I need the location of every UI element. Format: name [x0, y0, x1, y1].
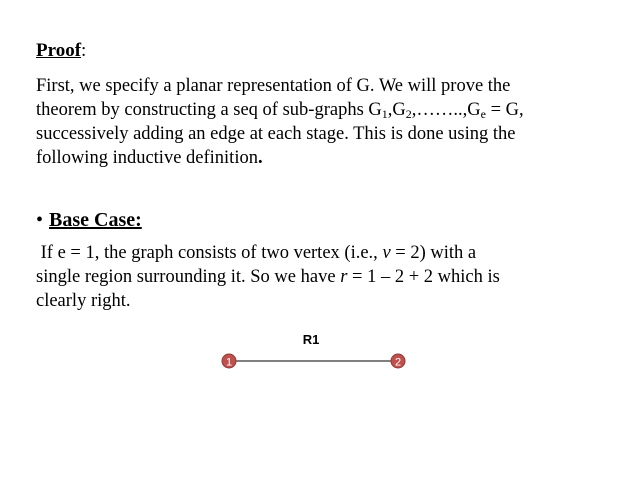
- proof-line-2-text-c: ,……..,G: [411, 100, 481, 120]
- base-line-1-text-a: If e = 1, the graph consists of two vertex (i.e.,: [36, 243, 383, 263]
- proof-line-1: First, we specify a planar representation of G. We will prove the: [36, 76, 511, 96]
- region-label: R1: [302, 332, 320, 347]
- base-line-3: clearly right.: [36, 291, 131, 311]
- proof-line-2-text-a: theorem by constructing a seq of sub-graphs G: [36, 100, 382, 120]
- base-line-2-text-b: = 1 – 2 + 2 which is: [347, 267, 500, 287]
- subscript-e: e: [480, 107, 486, 121]
- proof-line-4-period: .: [257, 148, 263, 168]
- proof-colon: :: [81, 40, 87, 61]
- vertex-1-label: 1: [225, 356, 233, 369]
- subscript-1: 1: [381, 107, 388, 121]
- variable-v: v: [382, 243, 391, 263]
- bullet-icon: •: [36, 209, 44, 231]
- subscript-2: 2: [405, 107, 412, 121]
- proof-line-4-text: following inductive definition: [36, 148, 258, 168]
- vertex-2-label: 2: [394, 356, 402, 369]
- proof-line-2-text-d: = G,: [485, 100, 524, 120]
- variable-r: r: [340, 267, 348, 287]
- base-case-title: Base Case:: [49, 209, 142, 231]
- proof-title: Proof: [36, 40, 82, 61]
- proof-line-2-text-b: ,G: [387, 100, 406, 120]
- base-line-2-text-a: single region surrounding it. So we have: [36, 267, 341, 287]
- proof-line-3: successively adding an edge at each stage. This is done using the: [36, 124, 516, 144]
- base-line-1-text-b: = 2) with a: [390, 243, 477, 263]
